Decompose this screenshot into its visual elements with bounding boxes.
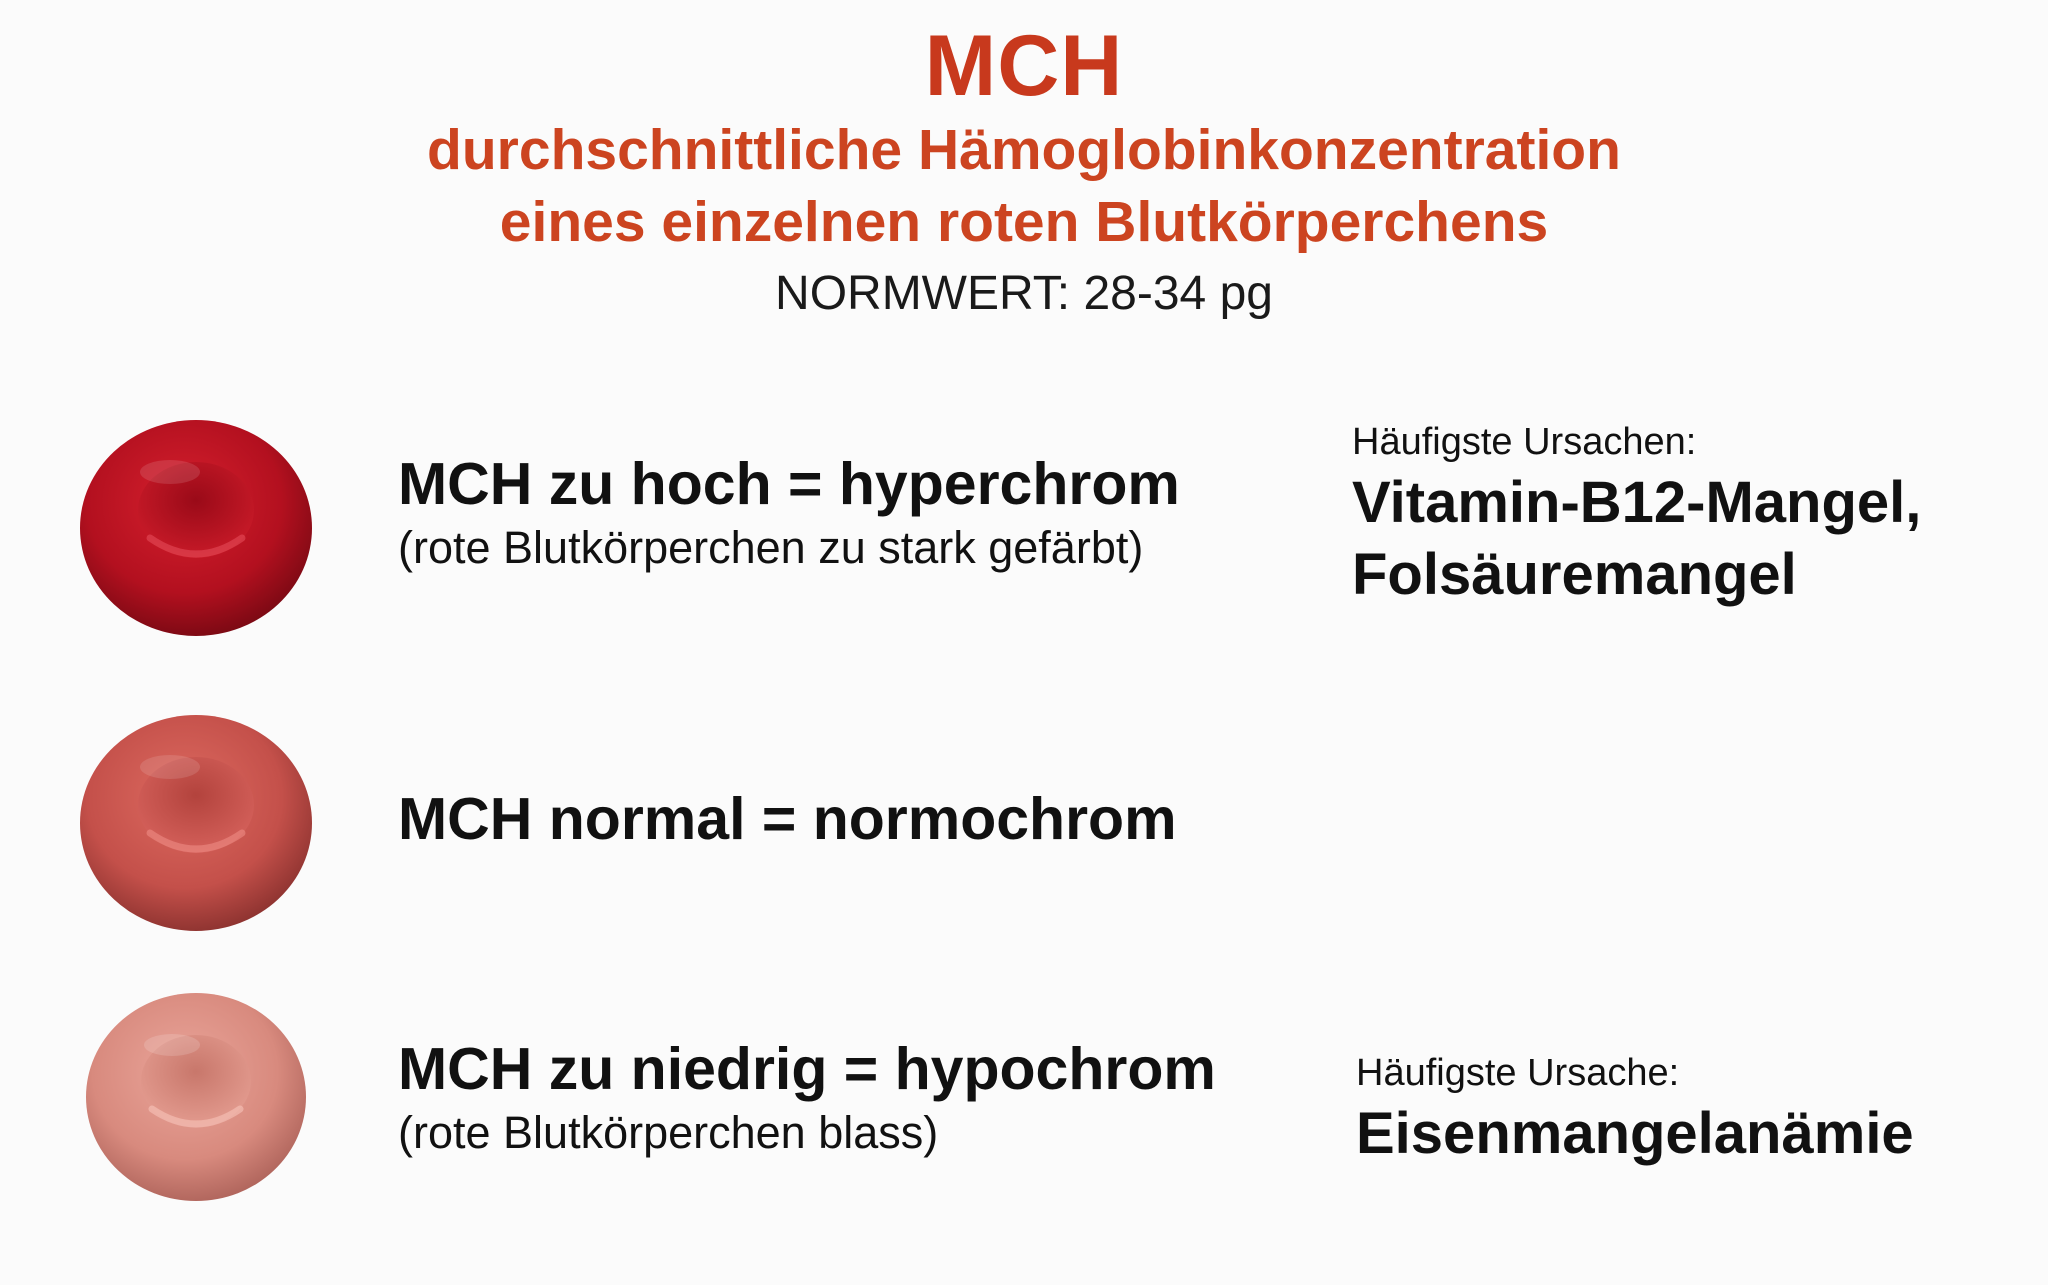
subtitle-line-1: durchschnittliche Hämoglobinkonzentration — [427, 118, 1621, 182]
label-block-normochrom — [398, 784, 1177, 854]
header — [0, 18, 2048, 326]
cause-text-folsaeure: Folsäuremangel — [1352, 542, 1797, 607]
red-blood-cell-pale-icon — [84, 985, 320, 1215]
row-normochrom — [0, 700, 2048, 950]
label-block-hyperchrom — [398, 449, 1180, 577]
red-blood-cell-medium-icon — [78, 705, 314, 935]
row-hypochrom — [0, 980, 2048, 1230]
cause-text-b12: Vitamin-B12-Mangel, — [1352, 470, 1922, 535]
label-normochrom: MCH normal = normochrom — [398, 786, 1177, 852]
cause-block-hyperchrom — [1352, 417, 2032, 611]
sublabel-hypochrom: (rote Blutkörperchen blass) — [398, 1107, 939, 1158]
cause-heading-hypochrom: Häufigste Ursache: — [1356, 1052, 1680, 1094]
label-hyperchrom: MCH zu hoch = hyperchrom — [398, 451, 1180, 517]
page-title: MCH — [924, 18, 1124, 114]
sublabel-hyperchrom: (rote Blutkörperchen zu stark gefärbt) — [398, 522, 1144, 573]
normwert-label: NORMWERT: 28-34 pg — [775, 267, 1273, 320]
red-blood-cell-dark-icon — [78, 410, 314, 640]
cause-text-eisenmangel: Eisenmangelanämie — [1356, 1101, 1914, 1166]
label-hypochrom: MCH zu niedrig = hypochrom — [398, 1036, 1216, 1102]
label-block-hypochrom — [398, 1034, 1216, 1162]
row-hyperchrom — [0, 405, 2048, 655]
subtitle-line-2: eines einzelnen roten Blutkörperchens — [499, 190, 1549, 254]
cause-heading-hyperchrom: Häufigste Ursachen: — [1352, 421, 1697, 463]
cause-block-hypochrom — [1356, 1048, 2036, 1170]
